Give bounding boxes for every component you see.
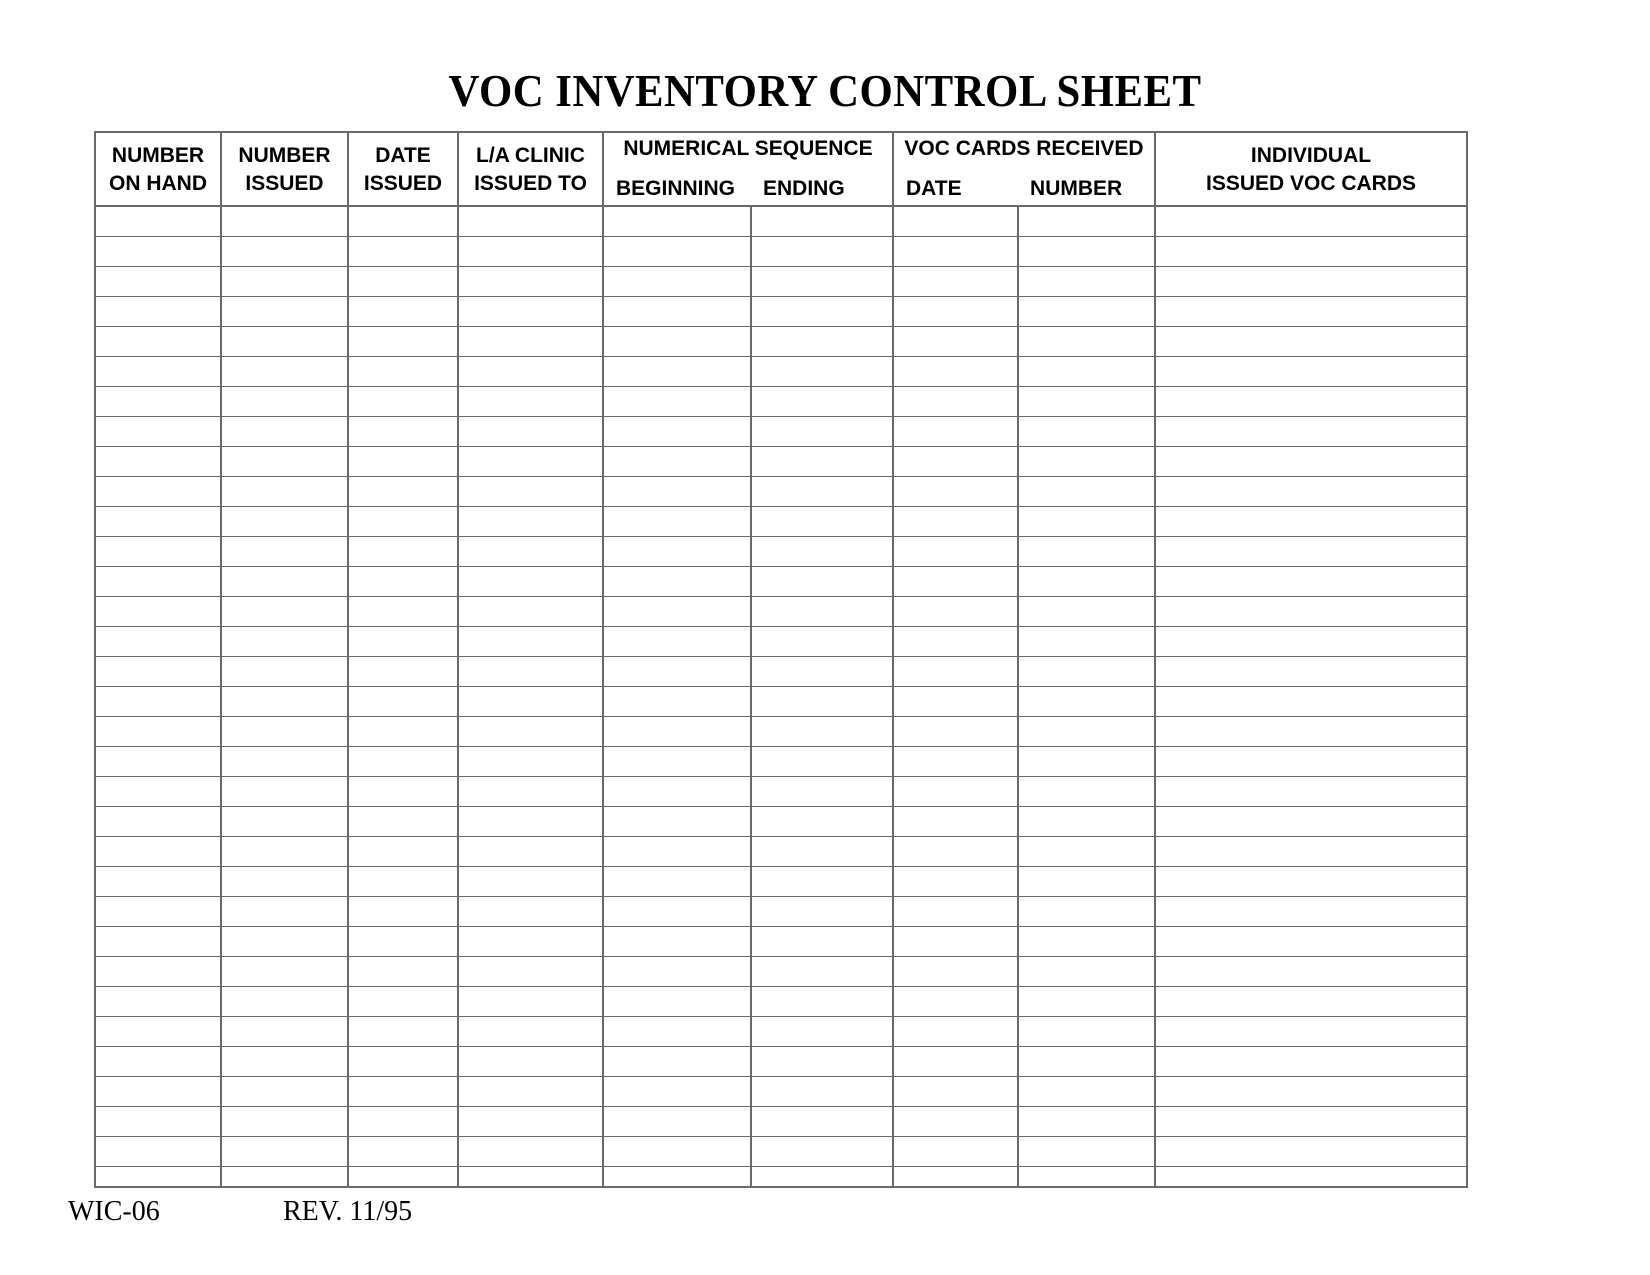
table-row[interactable] <box>96 807 1466 837</box>
form-code: WIC-06 <box>68 1196 160 1227</box>
column-header-number-issued <box>220 133 347 207</box>
column-header-individual-issued-voc-cards <box>1154 133 1466 207</box>
column-header-line1: NUMBER <box>238 144 331 168</box>
table-row[interactable] <box>96 837 1466 867</box>
table-row[interactable] <box>96 507 1466 537</box>
table-row[interactable] <box>96 327 1466 357</box>
column-subheader-date: DATE <box>906 177 962 200</box>
column-header-la-clinic-issued-to <box>457 133 602 207</box>
table-row[interactable] <box>96 987 1466 1017</box>
column-header-line2: ISSUED <box>363 172 443 195</box>
table-row[interactable] <box>96 1137 1466 1167</box>
column-subheader-row <box>604 177 892 201</box>
voc-inventory-table <box>94 131 1468 1188</box>
table-row[interactable] <box>96 537 1466 567</box>
table-row[interactable] <box>96 687 1466 717</box>
column-header-group-voc-cards-received <box>892 133 1154 207</box>
table-row[interactable] <box>96 417 1466 447</box>
table-row[interactable] <box>96 957 1466 987</box>
column-subheader-row <box>894 177 1154 201</box>
column-header-number-on-hand <box>96 133 220 207</box>
table-row[interactable] <box>96 1167 1466 1197</box>
page-title: VOC INVENTORY CONTROL SHEET <box>448 65 1202 116</box>
column-header-line2: ISSUED TO <box>474 172 587 195</box>
column-header-group-caption: VOC CARDS RECEIVED <box>904 137 1144 160</box>
column-divider-6 <box>892 207 894 1186</box>
column-divider-2 <box>347 207 349 1186</box>
column-header-date-issued <box>347 133 457 207</box>
column-header-line1: L/A CLINIC <box>476 144 585 168</box>
table-row[interactable] <box>96 267 1466 297</box>
column-divider-1 <box>220 207 222 1186</box>
table-row[interactable] <box>96 1107 1466 1137</box>
table-row[interactable] <box>96 657 1466 687</box>
table-row[interactable] <box>96 357 1466 387</box>
table-header-row <box>96 133 1466 207</box>
column-divider-4 <box>602 207 604 1186</box>
column-subheader-number: NUMBER <box>1030 177 1123 200</box>
table-row[interactable] <box>96 297 1466 327</box>
column-subheader-beginning: BEGINNING <box>616 177 736 200</box>
table-row[interactable] <box>96 627 1466 657</box>
table-row[interactable] <box>96 927 1466 957</box>
table-row[interactable] <box>96 747 1466 777</box>
form-revision: REV. 11/95 <box>283 1196 413 1227</box>
column-header-line1: INDIVIDUAL <box>1250 144 1372 168</box>
table-row[interactable] <box>96 897 1466 927</box>
table-row[interactable] <box>96 567 1466 597</box>
column-header-group-numerical-sequence <box>602 133 892 207</box>
column-header-line1: DATE <box>375 144 431 168</box>
column-divider-3 <box>457 207 459 1186</box>
table-row[interactable] <box>96 1047 1466 1077</box>
table-row[interactable] <box>96 597 1466 627</box>
table-row[interactable] <box>96 447 1466 477</box>
column-header-line2: ISSUED VOC CARDS <box>1205 172 1417 195</box>
column-header-line1: NUMBER <box>111 144 205 168</box>
table-row[interactable] <box>96 207 1466 237</box>
table-row[interactable] <box>96 1017 1466 1047</box>
table-row[interactable] <box>96 237 1466 267</box>
column-divider-8 <box>1154 207 1156 1186</box>
page-footer <box>0 1196 1650 1236</box>
table-row[interactable] <box>96 1077 1466 1107</box>
table-row[interactable] <box>96 387 1466 417</box>
column-divider-5 <box>750 207 752 1186</box>
table-row-host <box>96 207 1466 1197</box>
table-row[interactable] <box>96 867 1466 897</box>
table-row[interactable] <box>96 477 1466 507</box>
column-header-line2: ON HAND <box>109 172 207 195</box>
column-divider-7 <box>1017 207 1019 1186</box>
column-subheader-ending: ENDING <box>762 177 845 200</box>
column-header-group-caption: NUMERICAL SEQUENCE <box>623 137 873 160</box>
column-header-line2: ISSUED <box>245 172 324 195</box>
table-row[interactable] <box>96 777 1466 807</box>
table-row[interactable] <box>96 717 1466 747</box>
table-body <box>96 207 1466 1186</box>
